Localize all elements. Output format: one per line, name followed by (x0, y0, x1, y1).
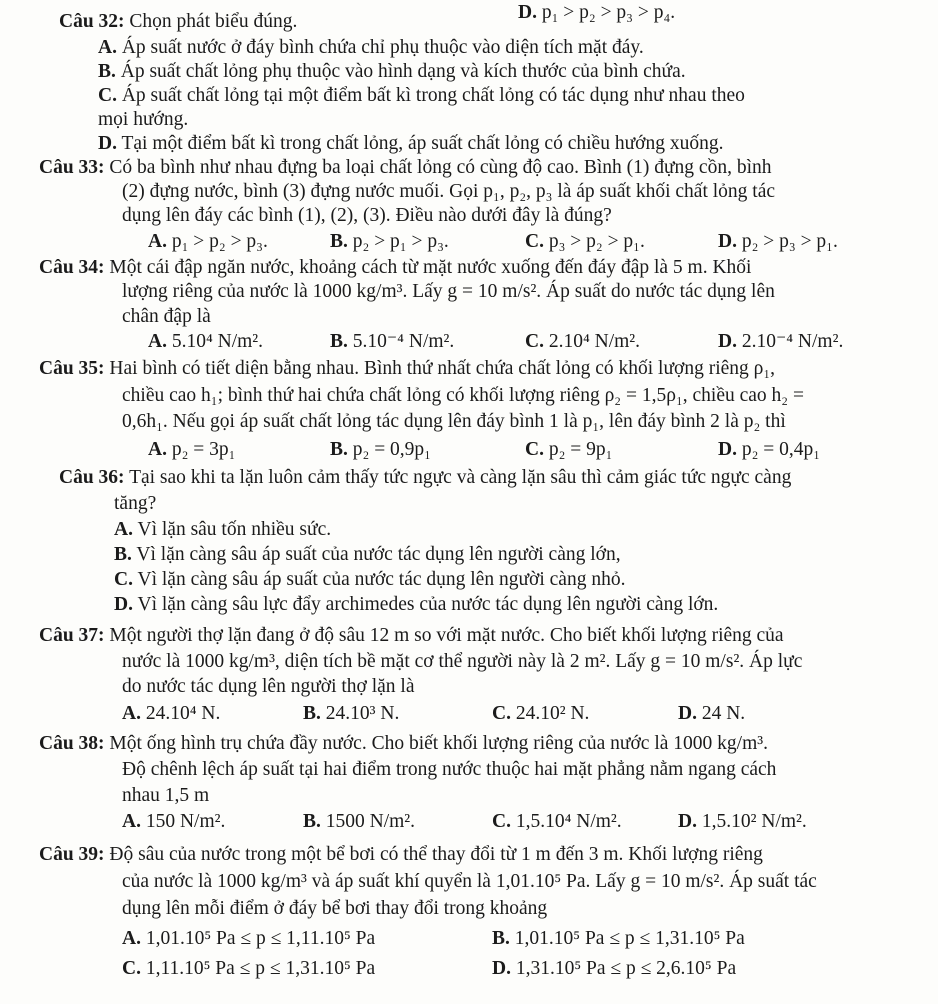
question-32 (59, 10, 297, 34)
question-38 (39, 732, 768, 756)
question-39-line2: của nước là 1000 kg/m³ và áp suất khí quyển là 1,01.10⁵ Pa. Lấy g = 10 m/s². Áp suất tác (122, 871, 817, 892)
question-39-option-d: D. 1,31.10⁵ Pa ≤ p ≤ 2,6.10⁵ Pa (492, 958, 737, 979)
question-32-option-a: A. Áp suất nước ở đáy bình chứa chỉ phụ thuộc vào diện tích mặt đáy. (98, 37, 644, 58)
question-35-option-a: A. p₂ = 3p₁ (148, 439, 236, 460)
question-39 (39, 843, 763, 867)
question-32-option-b: B. Áp suất chất lỏng phụ thuộc vào hình dạng và kích thước của bình chứa. (98, 61, 686, 82)
question-38-option-b: B. 1500 N/m². (303, 811, 416, 832)
question-32-header: Câu 32: (59, 11, 125, 32)
question-35-line1: Hai bình có tiết diện bằng nhau. Bình thứ nhất chứa chất lỏng có khối lượng riêng ρ₁, (109, 358, 776, 379)
question-35-option-c: C. p₂ = 9p₁ (525, 439, 613, 460)
question-39-option-a: A. 1,01.10⁵ Pa ≤ p ≤ 1,11.10⁵ Pa (122, 928, 376, 949)
question-35-header: Câu 35: (39, 358, 105, 379)
question-37-header: Câu 37: (39, 625, 105, 646)
question-34-header: Câu 34: (39, 257, 105, 278)
question-36 (59, 466, 791, 490)
question-35 (39, 357, 775, 381)
question-39-header: Câu 39: (39, 844, 105, 865)
question-37-option-a: A. 24.10⁴ N. (122, 703, 221, 724)
question-33-option-d: D. p₂ > p₃ > p₁. (718, 231, 838, 252)
question-38-option-a: A. 150 N/m². (122, 811, 226, 832)
question-35-option-d: D. p₂ = 0,4p₁ (718, 439, 821, 460)
question-36-line1: Tại sao khi ta lặn luôn cảm thấy tức ngực và càng lặn sâu thì cảm giác tức ngực càng (129, 467, 792, 488)
question-39-option-b: B. 1,01.10⁵ Pa ≤ p ≤ 1,31.10⁵ Pa (492, 928, 745, 949)
question-37-line3: do nước tác dụng lên người thợ lặn là (122, 676, 415, 697)
question-36-option-a: A. Vì lặn sâu tốn nhiều sức. (114, 519, 332, 540)
question-33-option-c: C. p₃ > p₂ > p₁. (525, 231, 645, 252)
question-34-option-a: A. 5.10⁴ N/m². (148, 331, 264, 352)
question-34-line3: chân đập là (122, 306, 211, 327)
question-33-option-a: A. p₁ > p₂ > p₃. (148, 231, 268, 252)
question-34-line2: lượng riêng của nước là 1000 kg/m³. Lấy g = 10 m/s². Áp suất do nước tác dụng lên (122, 281, 775, 302)
question-33-header: Câu 33: (39, 157, 105, 178)
question-38-option-c: C. 1,5.10⁴ N/m². (492, 811, 622, 832)
question-34-option-d: D. 2.10⁻⁴ N/m². (718, 331, 844, 352)
question-37-option-c: C. 24.10² N. (492, 703, 590, 724)
question-33-line2: (2) đựng nước, bình (3) đựng nước muối. Gọi p₁, p₂, p₃ là áp suất khối chất lỏng tác (122, 181, 776, 202)
question-38-line3: nhau 1,5 m (122, 785, 210, 806)
question-32-option-c-cont: mọi hướng. (98, 109, 189, 130)
question-32-text: Chọn phát biểu đúng. (129, 11, 298, 32)
question-35-option-b: B. p₂ = 0,9p₁ (330, 439, 431, 460)
question-37-line2: nước là 1000 kg/m³, diện tích bề mặt cơ thể người này là 2 m². Lấy g = 10 m/s². Áp lực (122, 651, 803, 672)
question-33 (39, 156, 772, 180)
question-36-header: Câu 36: (59, 467, 125, 488)
question-35-line2: chiều cao h₁; bình thứ hai chứa chất lỏng có khối lượng riêng ρ₂ = 1,5ρ₁, chiều cao h₂ = (122, 385, 804, 406)
question-32-option-d: D. Tại một điểm bất kì trong chất lỏng, áp suất chất lỏng có chiều hướng xuống. (98, 133, 724, 154)
question-39-option-c: C. 1,11.10⁵ Pa ≤ p ≤ 1,31.10⁵ Pa (122, 958, 376, 979)
question-37-line1: Một người thợ lặn đang ở độ sâu 12 m so với mặt nước. Cho biết khối lượng riêng của (109, 625, 784, 646)
question-39-line1: Độ sâu của nước trong một bể bơi có thể thay đổi từ 1 m đến 3 m. Khối lượng riêng (109, 844, 763, 865)
question-38-line1: Một ống hình trụ chứa đầy nước. Cho biết khối lượng riêng của nước là 1000 kg/m³. (109, 733, 768, 754)
question-34-line1: Một cái đập ngăn nước, khoảng cách từ mặt nước xuống đến đáy đập là 5 m. Khối (109, 257, 752, 278)
question-33-line1: Có ba bình như nhau đựng ba loại chất lỏng có cùng độ cao. Bình (1) đựng cồn, bình (109, 157, 772, 178)
question-38-option-d: D. 1,5.10² N/m². (678, 811, 807, 832)
question-37-option-d: D. 24 N. (678, 703, 746, 724)
question-33-line3: dụng lên đáy các bình (1), (2), (3). Điều nào dưới đây là đúng? (122, 205, 612, 226)
question-34-option-c: C. 2.10⁴ N/m². (525, 331, 641, 352)
question-37-option-b: B. 24.10³ N. (303, 703, 400, 724)
question-35-line3: 0,6h₁. Nếu gọi áp suất chất lỏng tác dụng lên đáy bình 1 là p₁, lên đáy bình 2 là p₂ thì (122, 411, 786, 432)
question-33-option-b: B. p₂ > p₁ > p₃. (330, 231, 449, 252)
question-39-line3: dụng lên mỗi điểm ở đáy bể bơi thay đổi trong khoảng (122, 898, 548, 919)
question-32-option-c: C. Áp suất chất lỏng tại một điểm bất kì trong chất lỏng có tác dụng như nhau theo (98, 85, 745, 106)
question-37 (39, 624, 784, 648)
question-36-option-b: B. Vì lặn càng sâu áp suất của nước tác dụng lên người càng lớn, (114, 544, 621, 565)
question-34 (39, 256, 751, 280)
question-36-option-d: D. Vì lặn càng sâu lực đẩy archimedes của nước tác dụng lên người càng lớn. (114, 594, 719, 615)
prev-question-option-d: D. p₁ > p₂ > p₃ > p₄. (518, 2, 676, 23)
question-36-line2: tăng? (114, 493, 157, 514)
question-36-option-c: C. Vì lặn càng sâu áp suất của nước tác dụng lên người càng nhỏ. (114, 569, 626, 590)
question-34-option-b: B. 5.10⁻⁴ N/m². (330, 331, 455, 352)
question-38-line2: Độ chênh lệch áp suất tại hai điểm trong nước thuộc hai mặt phẳng nằm ngang cách (122, 759, 777, 780)
question-38-header: Câu 38: (39, 733, 105, 754)
